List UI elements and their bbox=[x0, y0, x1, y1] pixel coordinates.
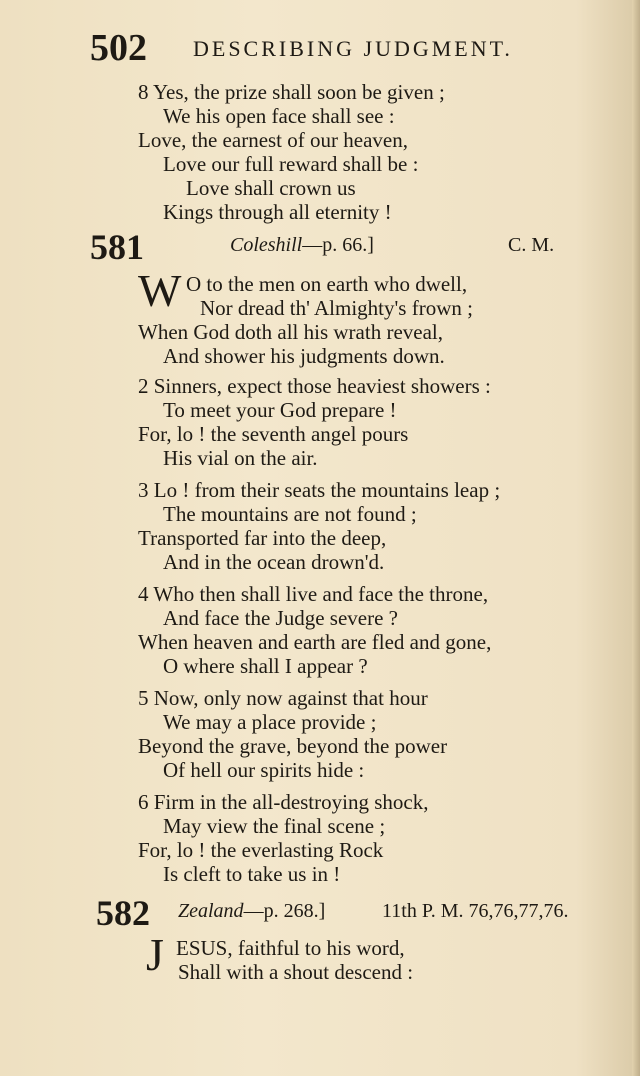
hymn-number: 582 bbox=[96, 893, 150, 933]
verse-line: 5 Now, only now against that hour bbox=[138, 686, 428, 710]
verse-line: Love, the earnest of our heaven, bbox=[138, 128, 408, 152]
meter: C. M. bbox=[508, 234, 555, 256]
tune-reference bbox=[178, 900, 325, 923]
verse-line: Transported far into the deep, bbox=[138, 526, 387, 550]
meter: 11th P. M. 76,76,77,76. bbox=[382, 900, 569, 922]
verse-line: 6 Firm in the all-destroying shock, bbox=[138, 790, 429, 814]
tune-page: —p. 268.] bbox=[243, 900, 326, 922]
verse-line: For, lo ! the seventh angel pours bbox=[138, 422, 409, 446]
verse-line: Is cleft to take us in ! bbox=[163, 862, 341, 886]
verse-line: O to the men on earth who dwell, bbox=[186, 272, 468, 296]
hymn-number: 581 bbox=[90, 227, 144, 267]
tune-page: —p. 66.] bbox=[302, 234, 374, 256]
verse-line: Beyond the grave, beyond the power bbox=[138, 734, 448, 758]
drop-cap: J bbox=[146, 929, 164, 980]
verse-line: To meet your God prepare ! bbox=[163, 398, 397, 422]
verse-line: Nor dread th' Almighty's frown ; bbox=[200, 296, 473, 320]
verse-line: 8 Yes, the prize shall soon be given ; bbox=[138, 80, 445, 104]
tune-reference bbox=[230, 234, 374, 257]
verse-line: When heaven and earth are fled and gone, bbox=[138, 630, 492, 654]
verse-line: His vial on the air. bbox=[163, 446, 318, 470]
tune-name: Coleshill bbox=[230, 234, 303, 256]
page-header bbox=[90, 26, 590, 69]
page-edge bbox=[632, 0, 640, 1076]
verse-line: We his open face shall see : bbox=[163, 104, 395, 128]
running-title: DESCRIBING JUDGMENT. bbox=[193, 36, 513, 61]
drop-cap: W bbox=[138, 265, 182, 316]
verse-line: Love our full reward shall be : bbox=[163, 152, 419, 176]
tune-name: Zealand bbox=[178, 900, 244, 922]
verse-line: And face the Judge severe ? bbox=[163, 606, 398, 630]
verse-line: Shall with a shout descend : bbox=[178, 960, 414, 984]
verse-line: O where shall I appear ? bbox=[163, 654, 368, 678]
verse-line: May view the final scene ; bbox=[163, 814, 386, 838]
verse-line: The mountains are not found ; bbox=[163, 502, 417, 526]
verse-line: Love shall crown us bbox=[186, 176, 356, 200]
verse-line: And shower his judgments down. bbox=[163, 344, 445, 368]
verse-line: Of hell our spirits hide : bbox=[163, 758, 365, 782]
verse-line: Kings through all eternity ! bbox=[163, 200, 392, 224]
verse-line: ESUS, faithful to his word, bbox=[176, 936, 405, 960]
verse-line: We may a place provide ; bbox=[163, 710, 377, 734]
verse-line: When God doth all his wrath reveal, bbox=[138, 320, 443, 344]
verse-line: And in the ocean drown'd. bbox=[163, 550, 385, 574]
page-number: 502 bbox=[90, 27, 147, 69]
verse-line: 2 Sinners, expect those heaviest showers : bbox=[138, 374, 491, 398]
verse-line: 4 Who then shall live and face the throne, bbox=[138, 582, 489, 606]
verse-line: For, lo ! the everlasting Rock bbox=[138, 838, 384, 862]
verse-line: 3 Lo ! from their seats the mountains leap ; bbox=[138, 478, 501, 502]
